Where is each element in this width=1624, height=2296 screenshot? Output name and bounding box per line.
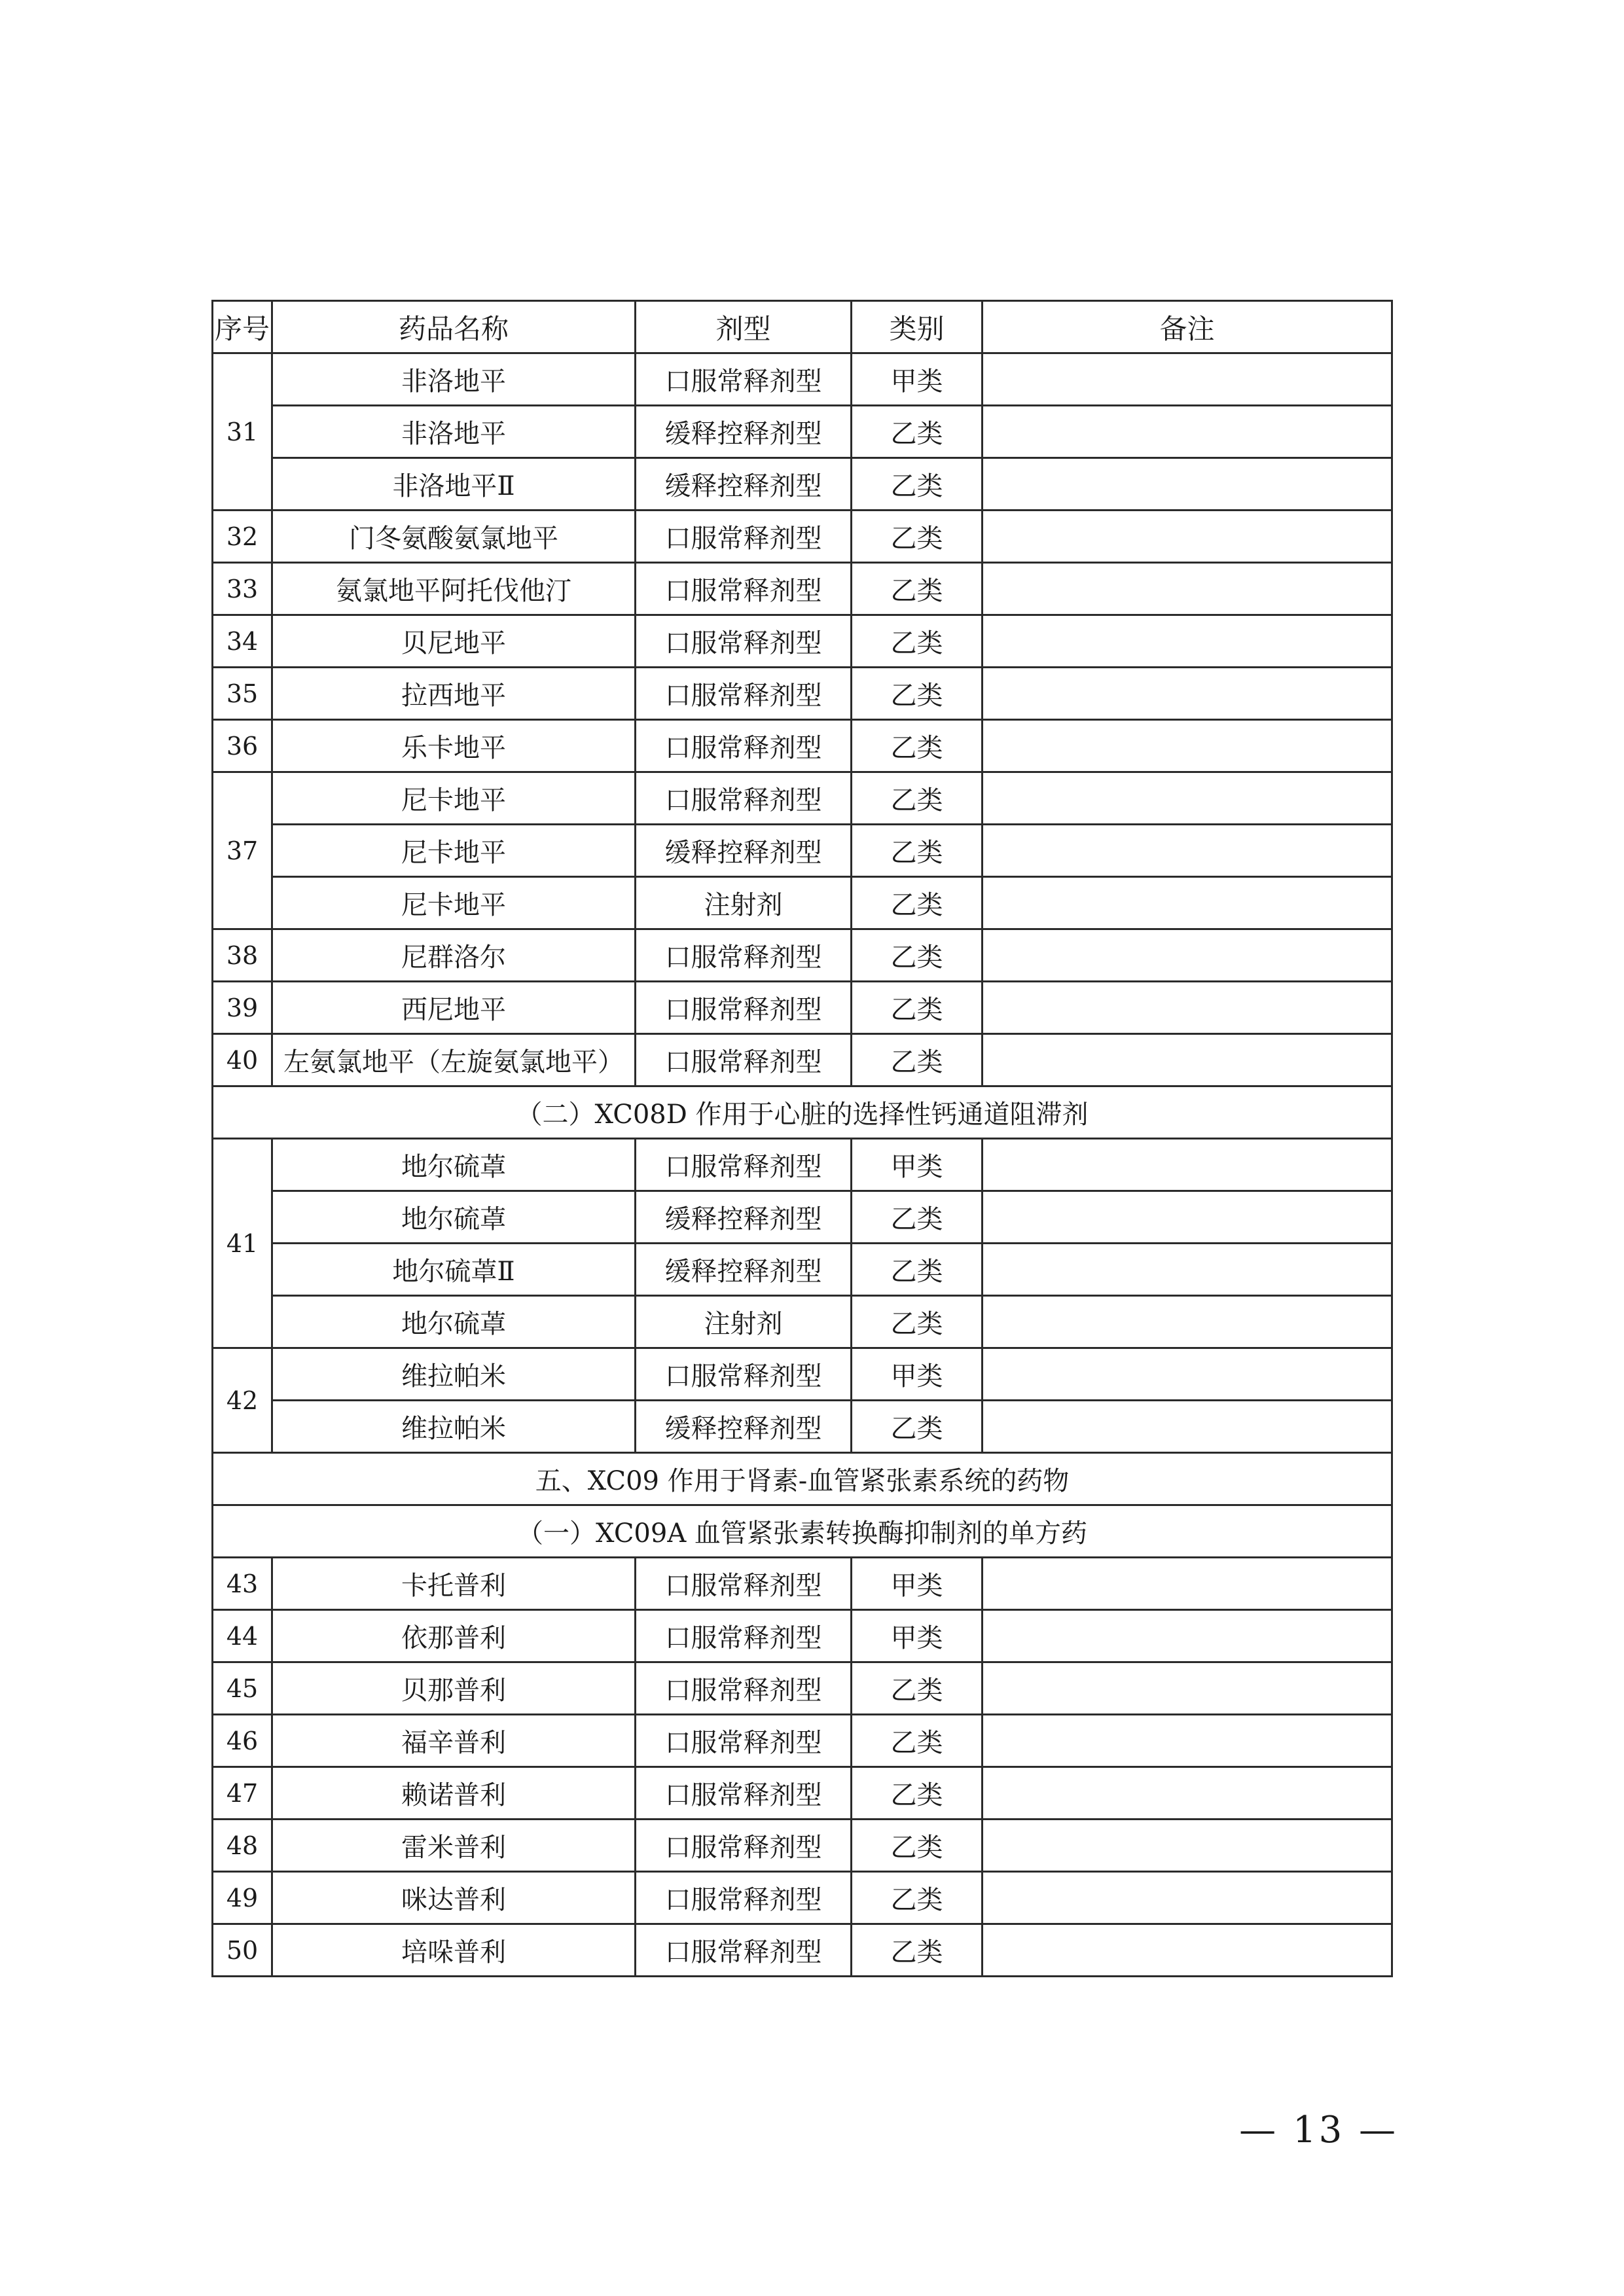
drug-name-cell: 尼群洛尔 (272, 929, 636, 982)
category-cell: 甲类 (852, 353, 983, 406)
serial-number-cell: 31 (213, 353, 272, 511)
category-cell: 乙类 (852, 1034, 983, 1086)
dosage-form-cell: 缓释控释剂型 (636, 825, 852, 877)
drug-name-cell: 依那普利 (272, 1610, 636, 1662)
table-row (213, 458, 1392, 511)
category-cell: 乙类 (852, 772, 983, 825)
serial-number-cell: 47 (213, 1767, 272, 1820)
category-cell: 乙类 (852, 1244, 983, 1296)
header-dosage-form: 剂型 (636, 301, 852, 353)
category-cell: 乙类 (852, 1662, 983, 1715)
table-row (213, 1296, 1392, 1348)
category-cell: 乙类 (852, 563, 983, 615)
dosage-form-cell: 口服常释剂型 (636, 1662, 852, 1715)
table-row (213, 511, 1392, 563)
table-row (213, 1139, 1392, 1191)
remarks-cell (983, 406, 1392, 458)
serial-number-cell: 40 (213, 1034, 272, 1086)
dosage-form-cell: 口服常释剂型 (636, 720, 852, 772)
drug-name-cell: 地尔硫䓬Ⅱ (272, 1244, 636, 1296)
category-cell: 乙类 (852, 877, 983, 929)
header-drug-name: 药品名称 (272, 301, 636, 353)
page-number: — 13 — (1239, 2109, 1398, 2151)
category-cell: 乙类 (852, 1924, 983, 1977)
dosage-form-cell: 口服常释剂型 (636, 511, 852, 563)
serial-number-cell: 39 (213, 982, 272, 1034)
table-row (213, 353, 1392, 406)
drug-name-cell: 尼卡地平 (272, 825, 636, 877)
dosage-form-cell: 注射剂 (636, 877, 852, 929)
drug-name-cell: 尼卡地平 (272, 772, 636, 825)
category-cell: 乙类 (852, 1767, 983, 1820)
remarks-cell (983, 929, 1392, 982)
table-row (213, 668, 1392, 720)
category-cell: 甲类 (852, 1348, 983, 1401)
table-row (213, 1244, 1392, 1296)
drug-name-cell: 培哚普利 (272, 1924, 636, 1977)
drug-name-cell: 维拉帕米 (272, 1348, 636, 1401)
serial-number-cell: 48 (213, 1820, 272, 1872)
drug-name-cell: 非洛地平 (272, 353, 636, 406)
table-row (213, 929, 1392, 982)
dosage-form-cell: 口服常释剂型 (636, 929, 852, 982)
dosage-form-cell: 口服常释剂型 (636, 1610, 852, 1662)
remarks-cell (983, 720, 1392, 772)
remarks-cell (983, 1034, 1392, 1086)
category-cell: 乙类 (852, 720, 983, 772)
dosage-form-cell: 口服常释剂型 (636, 1034, 852, 1086)
section-heading-row (213, 1453, 1392, 1505)
drug-name-cell: 地尔硫䓬 (272, 1191, 636, 1244)
section-heading: 五、XC09 作用于肾素-血管紧张素系统的药物 (213, 1453, 1392, 1505)
dosage-form-cell: 口服常释剂型 (636, 772, 852, 825)
drug-name-cell: 门冬氨酸氨氯地平 (272, 511, 636, 563)
remarks-cell (983, 1820, 1392, 1872)
category-cell: 甲类 (852, 1610, 983, 1662)
table-row (213, 1715, 1392, 1767)
drug-name-cell: 贝那普利 (272, 1662, 636, 1715)
drug-name-cell: 地尔硫䓬 (272, 1296, 636, 1348)
drug-name-cell: 氨氯地平阿托伐他汀 (272, 563, 636, 615)
table-row (213, 772, 1392, 825)
remarks-cell (983, 615, 1392, 668)
table-row (213, 1558, 1392, 1610)
remarks-cell (983, 877, 1392, 929)
serial-number-cell: 44 (213, 1610, 272, 1662)
dosage-form-cell: 口服常释剂型 (636, 615, 852, 668)
table-row (213, 1820, 1392, 1872)
serial-number-cell: 46 (213, 1715, 272, 1767)
remarks-cell (983, 353, 1392, 406)
remarks-cell (983, 1401, 1392, 1453)
category-cell: 乙类 (852, 929, 983, 982)
dosage-form-cell: 口服常释剂型 (636, 1139, 852, 1191)
drug-name-cell: 咪达普利 (272, 1872, 636, 1924)
serial-number-cell: 34 (213, 615, 272, 668)
dosage-form-cell: 口服常释剂型 (636, 1348, 852, 1401)
drug-name-cell: 赖诺普利 (272, 1767, 636, 1820)
dosage-form-cell: 口服常释剂型 (636, 563, 852, 615)
category-cell: 乙类 (852, 1296, 983, 1348)
dosage-form-cell: 口服常释剂型 (636, 1767, 852, 1820)
table-row (213, 1610, 1392, 1662)
category-cell: 乙类 (852, 1401, 983, 1453)
category-cell: 乙类 (852, 615, 983, 668)
dosage-form-cell: 注射剂 (636, 1296, 852, 1348)
header-remarks: 备注 (983, 301, 1392, 353)
remarks-cell (983, 825, 1392, 877)
dosage-form-cell: 缓释控释剂型 (636, 406, 852, 458)
remarks-cell (983, 1610, 1392, 1662)
table-body (213, 353, 1392, 1977)
serial-number-cell: 42 (213, 1348, 272, 1453)
drug-name-cell: 福辛普利 (272, 1715, 636, 1767)
table-row (213, 1924, 1392, 1977)
serial-number-cell: 35 (213, 668, 272, 720)
category-cell: 乙类 (852, 406, 983, 458)
remarks-cell (983, 1296, 1392, 1348)
category-cell: 甲类 (852, 1558, 983, 1610)
table-row (213, 877, 1392, 929)
table-row (213, 1401, 1392, 1453)
serial-number-cell: 37 (213, 772, 272, 929)
drug-name-cell: 尼卡地平 (272, 877, 636, 929)
section-heading-row (213, 1086, 1392, 1139)
serial-number-cell: 33 (213, 563, 272, 615)
remarks-cell (983, 1191, 1392, 1244)
drug-name-cell: 地尔硫䓬 (272, 1139, 636, 1191)
remarks-cell (983, 1924, 1392, 1977)
serial-number-cell: 43 (213, 1558, 272, 1610)
remarks-cell (983, 772, 1392, 825)
remarks-cell (983, 1715, 1392, 1767)
drug-name-cell: 非洛地平 (272, 406, 636, 458)
drug-name-cell: 贝尼地平 (272, 615, 636, 668)
drug-name-cell: 非洛地平Ⅱ (272, 458, 636, 511)
category-cell: 乙类 (852, 458, 983, 511)
remarks-cell (983, 1139, 1392, 1191)
drug-list-table (211, 300, 1393, 1977)
header-serial-no: 序号 (213, 301, 272, 353)
serial-number-cell: 41 (213, 1139, 272, 1348)
serial-number-cell: 49 (213, 1872, 272, 1924)
category-cell: 乙类 (852, 511, 983, 563)
dosage-form-cell: 口服常释剂型 (636, 353, 852, 406)
remarks-cell (983, 1558, 1392, 1610)
dosage-form-cell: 口服常释剂型 (636, 1820, 852, 1872)
category-cell: 乙类 (852, 1191, 983, 1244)
drug-name-cell: 雷米普利 (272, 1820, 636, 1872)
table-header-row (213, 301, 1392, 353)
dosage-form-cell: 口服常释剂型 (636, 1558, 852, 1610)
section-heading-row (213, 1505, 1392, 1558)
drug-name-cell: 拉西地平 (272, 668, 636, 720)
header-category: 类别 (852, 301, 983, 353)
table-row (213, 615, 1392, 668)
dosage-form-cell: 缓释控释剂型 (636, 1244, 852, 1296)
section-heading: （二）XC08D 作用于心脏的选择性钙通道阻滞剂 (213, 1086, 1392, 1139)
remarks-cell (983, 511, 1392, 563)
category-cell: 乙类 (852, 982, 983, 1034)
table-row (213, 1662, 1392, 1715)
drug-name-cell: 西尼地平 (272, 982, 636, 1034)
remarks-cell (983, 1662, 1392, 1715)
table-row (213, 982, 1392, 1034)
dosage-form-cell: 缓释控释剂型 (636, 1401, 852, 1453)
dosage-form-cell: 缓释控释剂型 (636, 458, 852, 511)
dosage-form-cell: 口服常释剂型 (636, 1924, 852, 1977)
serial-number-cell: 32 (213, 511, 272, 563)
table-row (213, 1348, 1392, 1401)
dosage-form-cell: 口服常释剂型 (636, 982, 852, 1034)
table-row (213, 406, 1392, 458)
category-cell: 乙类 (852, 1820, 983, 1872)
drug-name-cell: 卡托普利 (272, 1558, 636, 1610)
serial-number-cell: 45 (213, 1662, 272, 1715)
dosage-form-cell: 口服常释剂型 (636, 1872, 852, 1924)
table-row (213, 825, 1392, 877)
category-cell: 甲类 (852, 1139, 983, 1191)
remarks-cell (983, 1348, 1392, 1401)
dosage-form-cell: 口服常释剂型 (636, 1715, 852, 1767)
category-cell: 乙类 (852, 1715, 983, 1767)
dosage-form-cell: 缓释控释剂型 (636, 1191, 852, 1244)
category-cell: 乙类 (852, 668, 983, 720)
table-row (213, 563, 1392, 615)
drug-name-cell: 维拉帕米 (272, 1401, 636, 1453)
remarks-cell (983, 982, 1392, 1034)
table-row (213, 720, 1392, 772)
serial-number-cell: 50 (213, 1924, 272, 1977)
remarks-cell (983, 563, 1392, 615)
remarks-cell (983, 1872, 1392, 1924)
remarks-cell (983, 668, 1392, 720)
table-row (213, 1191, 1392, 1244)
remarks-cell (983, 1767, 1392, 1820)
category-cell: 乙类 (852, 825, 983, 877)
category-cell: 乙类 (852, 1872, 983, 1924)
section-heading: （一）XC09A 血管紧张素转换酶抑制剂的单方药 (213, 1505, 1392, 1558)
serial-number-cell: 36 (213, 720, 272, 772)
dosage-form-cell: 口服常释剂型 (636, 668, 852, 720)
table-row (213, 1767, 1392, 1820)
table-row (213, 1872, 1392, 1924)
remarks-cell (983, 1244, 1392, 1296)
table-row (213, 1034, 1392, 1086)
remarks-cell (983, 458, 1392, 511)
serial-number-cell: 38 (213, 929, 272, 982)
drug-name-cell: 乐卡地平 (272, 720, 636, 772)
drug-name-cell: 左氨氯地平（左旋氨氯地平） (272, 1034, 636, 1086)
